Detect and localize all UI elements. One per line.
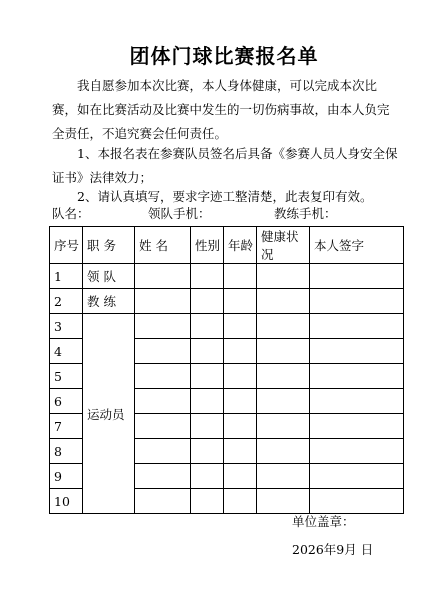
health-cell[interactable] [257, 464, 310, 489]
table-row [50, 289, 404, 314]
team-name-label: 队名： [52, 206, 90, 221]
row-number: 8 [50, 439, 83, 464]
gender-cell[interactable] [191, 364, 224, 389]
table-header-row [50, 227, 404, 264]
header-signature: 本人签字 [310, 227, 404, 264]
name-cell[interactable] [135, 414, 191, 439]
health-cell[interactable] [257, 339, 310, 364]
signature-cell[interactable] [310, 289, 404, 314]
age-cell[interactable] [224, 339, 257, 364]
signature-cell[interactable] [310, 314, 404, 339]
age-cell[interactable] [224, 314, 257, 339]
gender-cell[interactable] [191, 389, 224, 414]
leader-phone-label: 领队手机： [148, 206, 211, 221]
health-cell[interactable] [257, 489, 310, 514]
row-number: 6 [50, 389, 83, 414]
name-cell[interactable] [135, 314, 191, 339]
health-cell[interactable] [257, 439, 310, 464]
age-cell[interactable] [224, 364, 257, 389]
signature-cell[interactable] [310, 339, 404, 364]
header-health: 健康状况 [257, 227, 310, 264]
name-cell[interactable] [135, 389, 191, 414]
note-1: 1、本报名表在参赛队员签名后具备《参赛人员人身安全保证书》法律效力； [52, 146, 398, 185]
header-role: 职 务 [83, 227, 135, 264]
health-cell[interactable] [257, 314, 310, 339]
table-row [50, 264, 404, 289]
name-cell[interactable] [135, 289, 191, 314]
table-row [50, 314, 404, 339]
row-number: 2 [50, 289, 83, 314]
registration-table [49, 226, 404, 514]
name-cell[interactable] [135, 364, 191, 389]
row-number: 5 [50, 364, 83, 389]
age-cell[interactable] [224, 464, 257, 489]
gender-cell[interactable] [191, 289, 224, 314]
declaration-paragraph: 我自愿参加本次比赛，本人身体健康，可以完成本次比赛，如在比赛活动及比赛中发生的一切伤病事故，由本人负完全责任，不追究赛会任何责任。 [52, 78, 390, 141]
header-name: 姓 名 [135, 227, 191, 264]
age-cell[interactable] [224, 439, 257, 464]
gender-cell[interactable] [191, 464, 224, 489]
name-cell[interactable] [135, 339, 191, 364]
date-line: 2026年9月 日 [292, 542, 374, 557]
role-cell: 领 队 [83, 264, 135, 289]
gender-cell[interactable] [191, 264, 224, 289]
header-gender: 性别 [191, 227, 224, 264]
signature-cell[interactable] [310, 364, 404, 389]
age-cell[interactable] [224, 414, 257, 439]
header-no: 序号 [50, 227, 83, 264]
gender-cell[interactable] [191, 414, 224, 439]
age-cell[interactable] [224, 264, 257, 289]
signature-cell[interactable] [310, 464, 404, 489]
name-cell[interactable] [135, 264, 191, 289]
gender-cell[interactable] [191, 339, 224, 364]
signature-cell[interactable] [310, 489, 404, 514]
role-cell: 教 练 [83, 289, 135, 314]
signature-cell[interactable] [310, 414, 404, 439]
seal-label: 单位盖章： [292, 514, 355, 529]
age-cell[interactable] [224, 289, 257, 314]
gender-cell[interactable] [191, 314, 224, 339]
name-cell[interactable] [135, 439, 191, 464]
name-cell[interactable] [135, 464, 191, 489]
gender-cell[interactable] [191, 439, 224, 464]
health-cell[interactable] [257, 364, 310, 389]
age-cell[interactable] [224, 389, 257, 414]
health-cell[interactable] [257, 289, 310, 314]
header-age: 年龄 [224, 227, 257, 264]
name-cell[interactable] [135, 489, 191, 514]
signature-cell[interactable] [310, 439, 404, 464]
health-cell[interactable] [257, 414, 310, 439]
row-number: 7 [50, 414, 83, 439]
health-cell[interactable] [257, 264, 310, 289]
age-cell[interactable] [224, 489, 257, 514]
row-number: 9 [50, 464, 83, 489]
note-2: 2、请认真填写，要求字迹工整清楚，此表复印有效。 [77, 189, 373, 204]
signature-cell[interactable] [310, 264, 404, 289]
signature-cell[interactable] [310, 389, 404, 414]
row-number: 10 [50, 489, 83, 514]
coach-phone-label: 教练手机： [274, 206, 337, 221]
athlete-role-cell: 运动员 [83, 314, 135, 514]
row-number: 4 [50, 339, 83, 364]
row-number: 1 [50, 264, 83, 289]
gender-cell[interactable] [191, 489, 224, 514]
form-title: 团体门球比赛报名单 [129, 44, 319, 68]
row-number: 3 [50, 314, 83, 339]
health-cell[interactable] [257, 389, 310, 414]
